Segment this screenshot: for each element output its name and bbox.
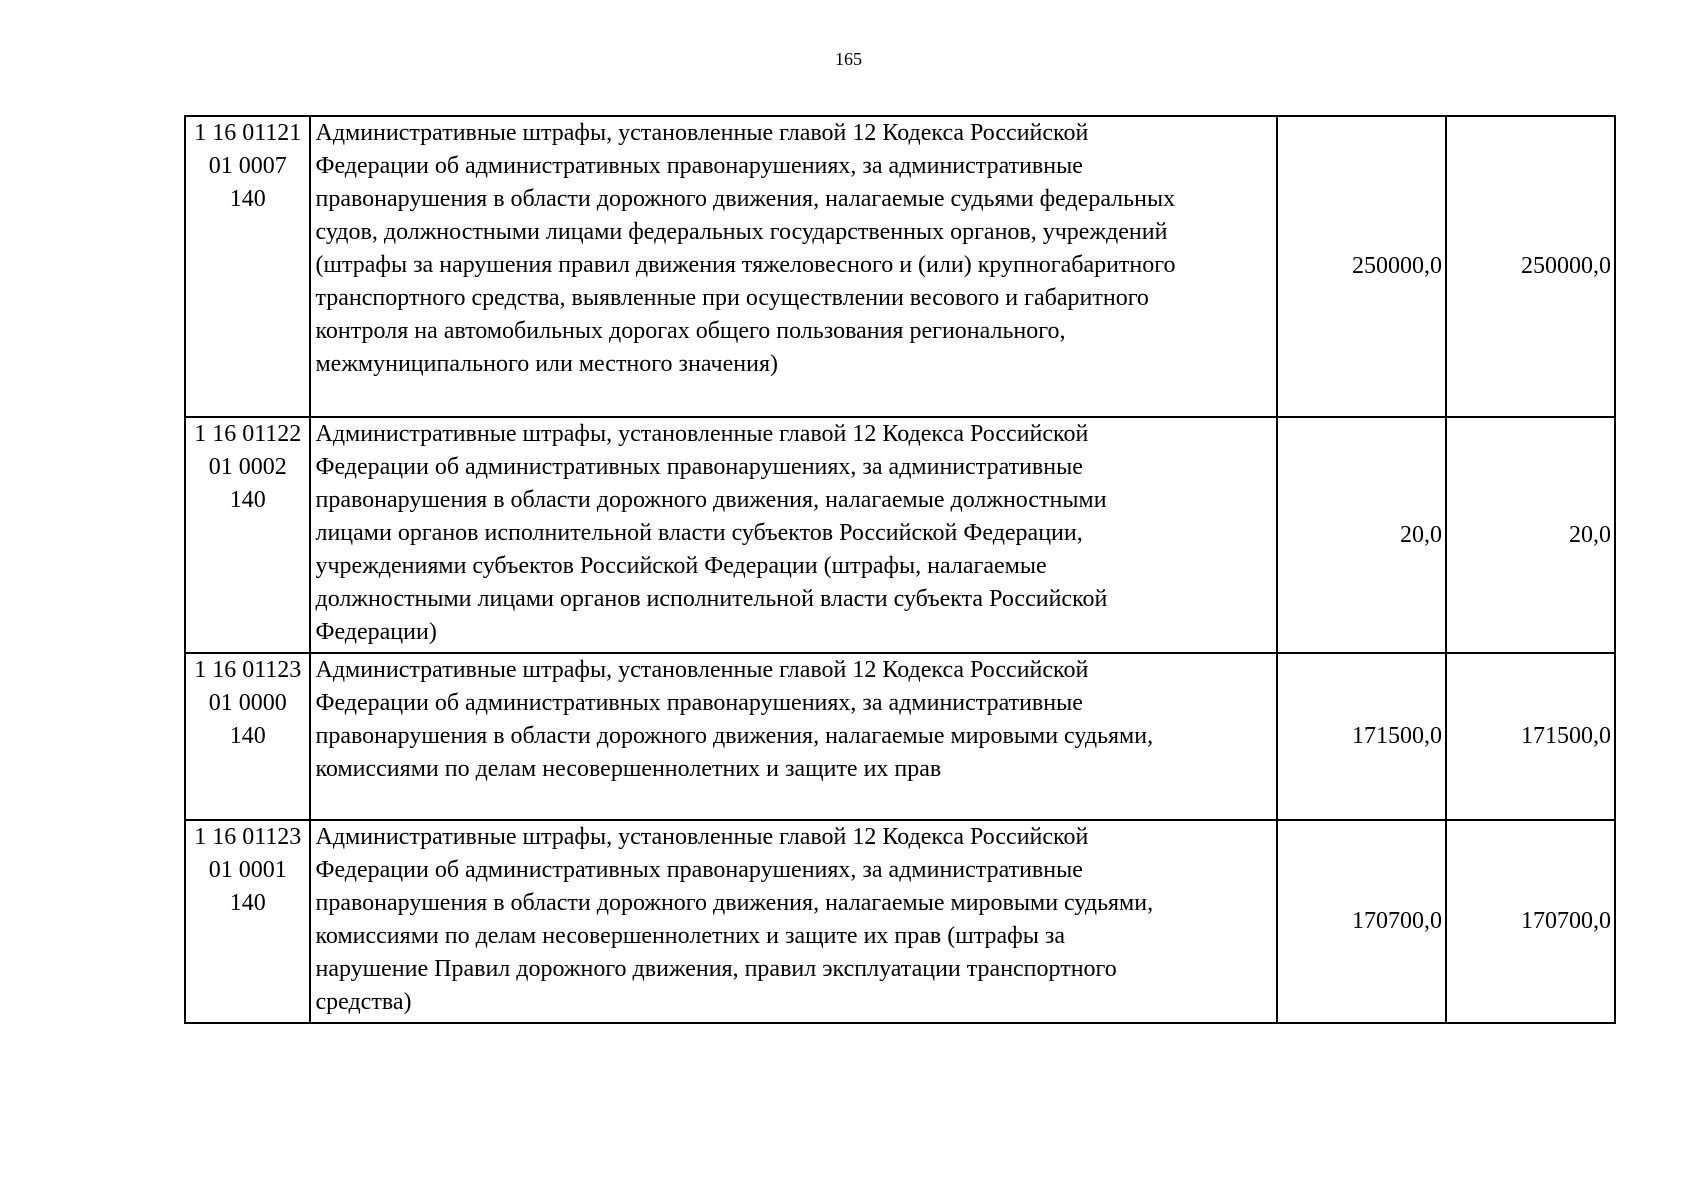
table-row <box>185 116 1615 417</box>
description-line: Федерации об административных правонарушениях, за административные <box>315 857 1083 883</box>
description-cell <box>310 653 1276 820</box>
description-cell <box>310 116 1276 417</box>
description-line: нарушение Правил дорожного движения, правил эксплуатации транспортного <box>315 956 1117 982</box>
budget-code-line: 1 16 01122 <box>194 421 302 447</box>
description-line: учреждениями субъектов Российской Федерации (штрафы, налагаемые <box>315 553 1047 579</box>
budget-code-line: 140 <box>229 487 266 513</box>
table-row <box>185 653 1615 820</box>
description-line: Административные штрафы, установленные главой 12 Кодекса Российской <box>315 657 1089 683</box>
budget-code-line: 1 16 01121 <box>194 120 302 146</box>
budget-code-cell <box>185 653 310 820</box>
amount-cell-first: 250000,0 <box>1277 116 1446 417</box>
budget-code-cell <box>185 417 310 653</box>
description-line: правонарушения в области дорожного движения, налагаемые должностными <box>315 487 1107 513</box>
description-line: правонарушения в области дорожного движения, налагаемые мировыми судьями, <box>315 890 1154 916</box>
amount-cell-first: 171500,0 <box>1277 653 1446 820</box>
description-line: (штрафы за нарушения правил движения тяжеловесного и (или) крупногабаритного <box>315 252 1176 278</box>
description-line: судов, должностными лицами федеральных государственных органов, учреждений <box>315 219 1168 245</box>
budget-code-line: 01 0001 <box>208 857 287 883</box>
description-cell <box>310 820 1276 1023</box>
description-line: лицами органов исполнительной власти субъектов Российской Федерации, <box>315 520 1083 546</box>
budget-code-line: 140 <box>229 186 266 212</box>
amount-cell-second: 171500,0 <box>1446 653 1615 820</box>
table-row <box>185 820 1615 1023</box>
description-line: Административные штрафы, установленные главой 12 Кодекса Российской <box>315 120 1089 146</box>
revenue-table <box>184 115 1616 1024</box>
amount-cell-first: 170700,0 <box>1277 820 1446 1023</box>
amount-cell-first: 20,0 <box>1277 417 1446 653</box>
description-line: правонарушения в области дорожного движения, налагаемые судьями федеральных <box>315 186 1176 212</box>
description-line: Административные штрафы, установленные главой 12 Кодекса Российской <box>315 824 1089 850</box>
description-line: Федерации об административных правонарушениях, за административные <box>315 690 1083 716</box>
amount-cell-second: 250000,0 <box>1446 116 1615 417</box>
budget-code-cell <box>185 116 310 417</box>
table-row <box>185 417 1615 653</box>
description-line: Федерации) <box>315 619 437 645</box>
description-line: межмуниципального или местного значения) <box>315 351 778 377</box>
description-line: Федерации об административных правонарушениях, за административные <box>315 454 1083 480</box>
budget-code-cell <box>185 820 310 1023</box>
budget-code-line: 01 0007 <box>208 153 287 179</box>
budget-code-line: 1 16 01123 <box>194 657 302 683</box>
description-line: правонарушения в области дорожного движения, налагаемые мировыми судьями, <box>315 723 1154 749</box>
description-line: транспортного средства, выявленные при осуществлении весового и габаритного <box>315 285 1149 311</box>
budget-code-line: 01 0002 <box>208 454 287 480</box>
description-line: Федерации об административных правонарушениях, за административные <box>315 153 1083 179</box>
description-line: контроля на автомобильных дорогах общего пользования регионального, <box>315 318 1066 344</box>
description-line: Административные штрафы, установленные главой 12 Кодекса Российской <box>315 421 1089 447</box>
description-line: должностными лицами органов исполнительной власти субъекта Российской <box>315 586 1108 612</box>
budget-code-line: 140 <box>229 890 266 916</box>
description-line: комиссиями по делам несовершеннолетних и защите их прав <box>315 756 942 782</box>
description-cell <box>310 417 1276 653</box>
amount-cell-second: 20,0 <box>1446 417 1615 653</box>
description-line: комиссиями по делам несовершеннолетних и защите их прав (штрафы за <box>315 923 1065 949</box>
budget-code-line: 1 16 01123 <box>194 824 302 850</box>
page-number: 165 <box>835 49 862 69</box>
amount-cell-second: 170700,0 <box>1446 820 1615 1023</box>
budget-code-line: 140 <box>229 723 266 749</box>
description-line: средства) <box>315 989 412 1015</box>
budget-code-line: 01 0000 <box>208 690 287 716</box>
